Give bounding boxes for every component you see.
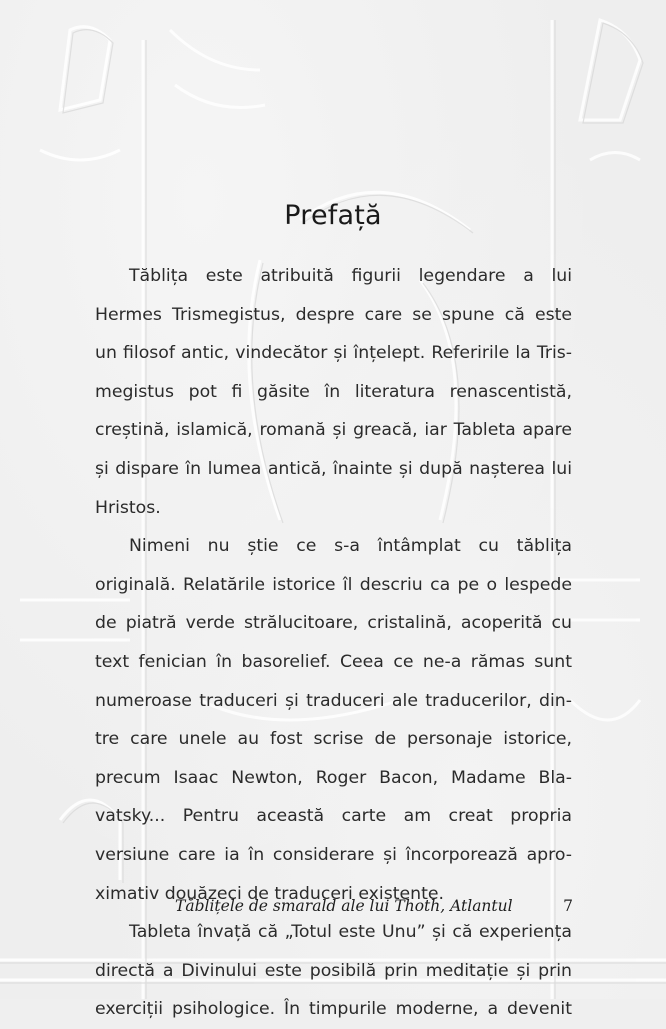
- running-book-title: Tăblițele de smarald ale lui Thoth, Atlantul: [175, 897, 513, 915]
- page-number: 7: [563, 897, 573, 915]
- text-line: Hristos.: [95, 497, 161, 518]
- text-line: ximativ douăzeci de traduceri existente.: [95, 883, 444, 904]
- text-line: Tăblița este atribuită figurii legendare a lui: [129, 266, 572, 286]
- text-line: creștină, islamică, romană și greacă, iar Tableta apare: [95, 420, 572, 441]
- text-line: de piatră verde strălucitoare, cristalină, acoperită cu: [95, 613, 572, 634]
- text-line: directă a Divinului este posibilă prin meditație și prin: [95, 960, 572, 981]
- text-line: exerciții psihologice. În timpurile moderne, a devenit: [95, 999, 572, 1020]
- page-footer: [175, 897, 573, 915]
- text-line: Tableta învață că „Totul este Unu” și că experiența: [129, 922, 572, 943]
- text-line: originală. Relatările istorice îl descriu ca pe o lespede: [95, 574, 572, 595]
- paragraph-1: [95, 257, 572, 527]
- text-line: megistus pot fi găsite în literatura renascentistă,: [95, 381, 572, 402]
- page-title: Prefață: [284, 200, 382, 232]
- text-line: tre care unele au fost scrise de personaje istorice,: [95, 729, 572, 750]
- paragraph-2: [95, 527, 572, 913]
- text-line: text fenician în basorelief. Ceea ce ne-a rămas sunt: [95, 651, 572, 672]
- text-line: numeroase traduceri și traduceri ale traducerilor, din-: [95, 690, 572, 711]
- text-line: versiune care ia în considerare și încorporează apro-: [95, 844, 572, 865]
- text-line: precum Isaac Newton, Roger Bacon, Madame Bla-: [95, 767, 572, 788]
- text-line: Nimeni nu știe ce s-a întâmplat cu tăblița: [129, 536, 572, 557]
- text-line: un filosof antic, vindecător și înțelept. Referirile la Tris-: [95, 343, 572, 364]
- text-line: vatsky... Pentru această carte am creat propria: [95, 806, 572, 827]
- paragraph-3: [95, 913, 572, 1029]
- text-line: Hermes Trismegistus, despre care se spune că este: [95, 304, 572, 325]
- text-line: și dispare în lumea antică, înainte și după nașterea lui: [95, 458, 572, 479]
